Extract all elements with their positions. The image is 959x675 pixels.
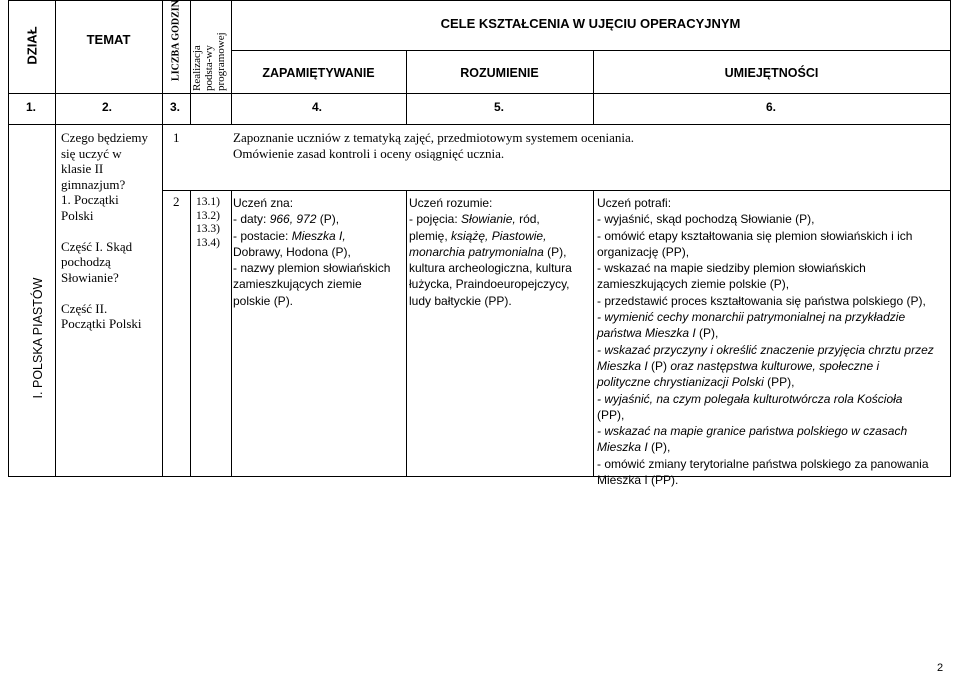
zna-line: polskie (P). <box>233 293 294 308</box>
text-segment: ród, <box>515 212 540 227</box>
potrafi-line <box>597 374 949 390</box>
col-number-5: 5. <box>494 100 505 114</box>
text-segment: plemię, <box>409 228 452 243</box>
col-number-1: 1. <box>26 100 37 114</box>
row1-text-line1: Zapoznanie uczniów z tematyką zajęć, przedmiotowym systemem oceniania. <box>233 130 635 145</box>
header-split-line <box>231 50 950 51</box>
row2-hours: 2 <box>173 194 180 209</box>
header-realizacja-line1: Realizacja <box>191 45 203 91</box>
zna-heading: Uczeń zna: <box>233 196 294 210</box>
zna-line <box>233 228 405 244</box>
col-line-6b <box>593 190 594 477</box>
potrafi-line: zamieszkujących ziemie polskie (P), <box>597 277 790 292</box>
header-realizacja-line3: programowej <box>215 32 227 91</box>
number-row-bottom-line <box>8 124 950 125</box>
col-line-4b <box>231 190 232 477</box>
text-segment: polityczne chrystianizacji Polski <box>597 375 764 390</box>
col-number-2: 2. <box>102 100 113 114</box>
potrafi-line <box>597 325 949 341</box>
rozumie-line <box>409 244 592 260</box>
text-segment: (PP), <box>763 375 795 390</box>
header-realizacja <box>191 9 231 91</box>
zna-line: zamieszkujących ziemie <box>233 277 362 292</box>
potrafi-line: - omówić zmiany terytorialne państwa polskiego za panowania <box>597 456 929 471</box>
potrafi-line: - omówić etapy kształtowania się plemion słowiańskich i ich <box>597 228 913 243</box>
col-line-3b <box>190 190 191 477</box>
text-segment: (P), <box>695 326 719 341</box>
header-dzial: DZIAŁ <box>24 26 40 65</box>
rozumie-heading: Uczeń rozumie: <box>409 196 493 210</box>
header-rozumienie: ROZUMIENIE <box>460 66 539 80</box>
rozumie-line <box>409 228 592 244</box>
header-zapamietywanie: ZAPAMIĘTYWANIE <box>262 66 375 80</box>
table-top-border <box>8 0 950 1</box>
text-segment: - postacie: <box>233 228 292 243</box>
temat-line: Część II. <box>61 300 108 316</box>
temat-line <box>61 285 161 301</box>
header-umiejetnosci: UMIEJĘTNOŚCI <box>724 66 819 80</box>
potrafi-line <box>597 423 949 439</box>
table-left-border <box>8 0 9 477</box>
header-liczba-godzin: LICZBA GODZIN <box>170 0 182 81</box>
temat-line: Słowianie? <box>61 269 119 285</box>
text-segment: - wyjaśnić, na czym polegała kulturotwórcza rola Kościoła <box>597 391 903 406</box>
header-cele: CELE KSZTAŁCENIA W UJĘCIU OPERACYJNYM <box>440 16 741 31</box>
row1-text-line2: Omówienie zasad kontroli i oceny osiągnięć ucznia. <box>233 145 505 161</box>
table-right-border <box>950 0 951 477</box>
col-line-5b <box>406 190 407 477</box>
temat-line <box>61 223 161 239</box>
text-segment: oraz następstwa kulturowe, społeczne i <box>670 358 880 373</box>
potrafi-line <box>597 309 949 325</box>
text-segment: monarchia patrymonialna <box>409 244 544 259</box>
temat-line: się uczyć w <box>61 145 122 161</box>
row1-text <box>233 130 948 161</box>
potrafi-line: organizację (PP), <box>597 244 690 259</box>
potrafi-line: Mieszka I (PP). <box>597 473 679 488</box>
realizacja-item: 13.2) <box>196 209 220 222</box>
potrafi-line <box>597 342 949 358</box>
zna-line: Dobrawy, Hodona (P), <box>233 244 351 259</box>
realizacja-item: 13.3) <box>196 223 220 235</box>
text-segment: Mieszka I <box>597 440 648 455</box>
header-realizacja-line2: podsta-wy <box>203 45 215 91</box>
temat-line: Początki Polski <box>61 316 142 331</box>
text-segment: książę, Piastowie, <box>451 228 547 243</box>
text-segment: 966, 972 <box>269 212 317 227</box>
col-number-6: 6. <box>766 100 777 114</box>
text-segment: - wskazać na mapie granice państwa polskiego w czasach <box>597 424 908 439</box>
zna-line: - nazwy plemion słowiańskich <box>233 261 391 276</box>
col-line-5 <box>406 50 407 125</box>
col-line-1 <box>55 0 56 477</box>
potrafi-line: - wyjaśnić, skąd pochodzą Słowianie (P), <box>597 212 815 227</box>
rozumie-cell <box>409 195 592 309</box>
row2-realizacja <box>196 196 220 250</box>
text-segment: państwa Mieszka I <box>597 326 696 341</box>
dzial-name: I. POLSKA PIASTÓW <box>31 277 45 399</box>
temat-line: klasie II <box>61 161 104 176</box>
col-number-3: 3. <box>170 100 181 114</box>
row1-hours: 1 <box>173 130 180 145</box>
temat-line: 1. Początki <box>61 192 119 207</box>
temat-line: gimnazjum? <box>61 176 126 192</box>
potrafi-heading: Uczeń potrafi: <box>597 196 672 210</box>
zna-line <box>233 211 405 227</box>
page-number: 2 <box>937 662 944 674</box>
row1-bottom-line <box>162 190 950 191</box>
potrafi-line: - wskazać na mapie siedziby plemion słowiańskich <box>597 261 866 276</box>
text-segment: (P) <box>647 358 671 373</box>
text-segment: (P), <box>543 244 567 259</box>
text-segment: (P), <box>316 212 340 227</box>
zna-cell <box>233 195 405 309</box>
rozumie-line: łużycka, Praindoeuropejczycy, <box>409 277 570 292</box>
rozumie-line: ludy bałtyckie (PP). <box>409 293 512 308</box>
temat-line: Część I. Skąd <box>61 238 133 254</box>
temat-cell <box>61 130 161 332</box>
temat-line: Polski <box>61 207 94 223</box>
col-number-4: 4. <box>312 100 323 114</box>
text-segment: - wymienić cechy monarchii patrymonialnej na przykładzie <box>597 310 906 325</box>
text-segment: Mieszka I, <box>291 228 346 243</box>
temat-line: Czego będziemy <box>61 130 148 145</box>
realizacja-item: 13.4) <box>196 236 220 249</box>
text-segment: Mieszka I <box>597 358 648 373</box>
text-segment: (P), <box>647 440 671 455</box>
potrafi-line <box>597 439 949 455</box>
col-line-2 <box>162 0 163 477</box>
header-temat: TEMAT <box>86 32 131 47</box>
rozumie-line: kultura archeologiczna, kultura <box>409 261 572 276</box>
potrafi-line: - przedstawić proces kształtowania się państwa polskiego (P), <box>597 293 926 308</box>
text-segment: - daty: <box>233 212 270 227</box>
potrafi-line <box>597 391 949 407</box>
col-line-6 <box>593 50 594 125</box>
text-segment: - pojęcia: <box>409 212 462 227</box>
realizacja-item: 13.1) <box>196 196 220 208</box>
text-segment: - wskazać przyczyny i określić znaczenie przyjęcia chrztu przez <box>597 342 934 357</box>
rozumie-line <box>409 211 592 227</box>
temat-line: pochodzą <box>61 254 111 269</box>
text-segment: Słowianie, <box>461 212 516 227</box>
header-bottom-line <box>8 93 950 94</box>
potrafi-line <box>597 358 949 374</box>
potrafi-line: (PP), <box>597 407 625 422</box>
potrafi-cell <box>597 195 949 488</box>
